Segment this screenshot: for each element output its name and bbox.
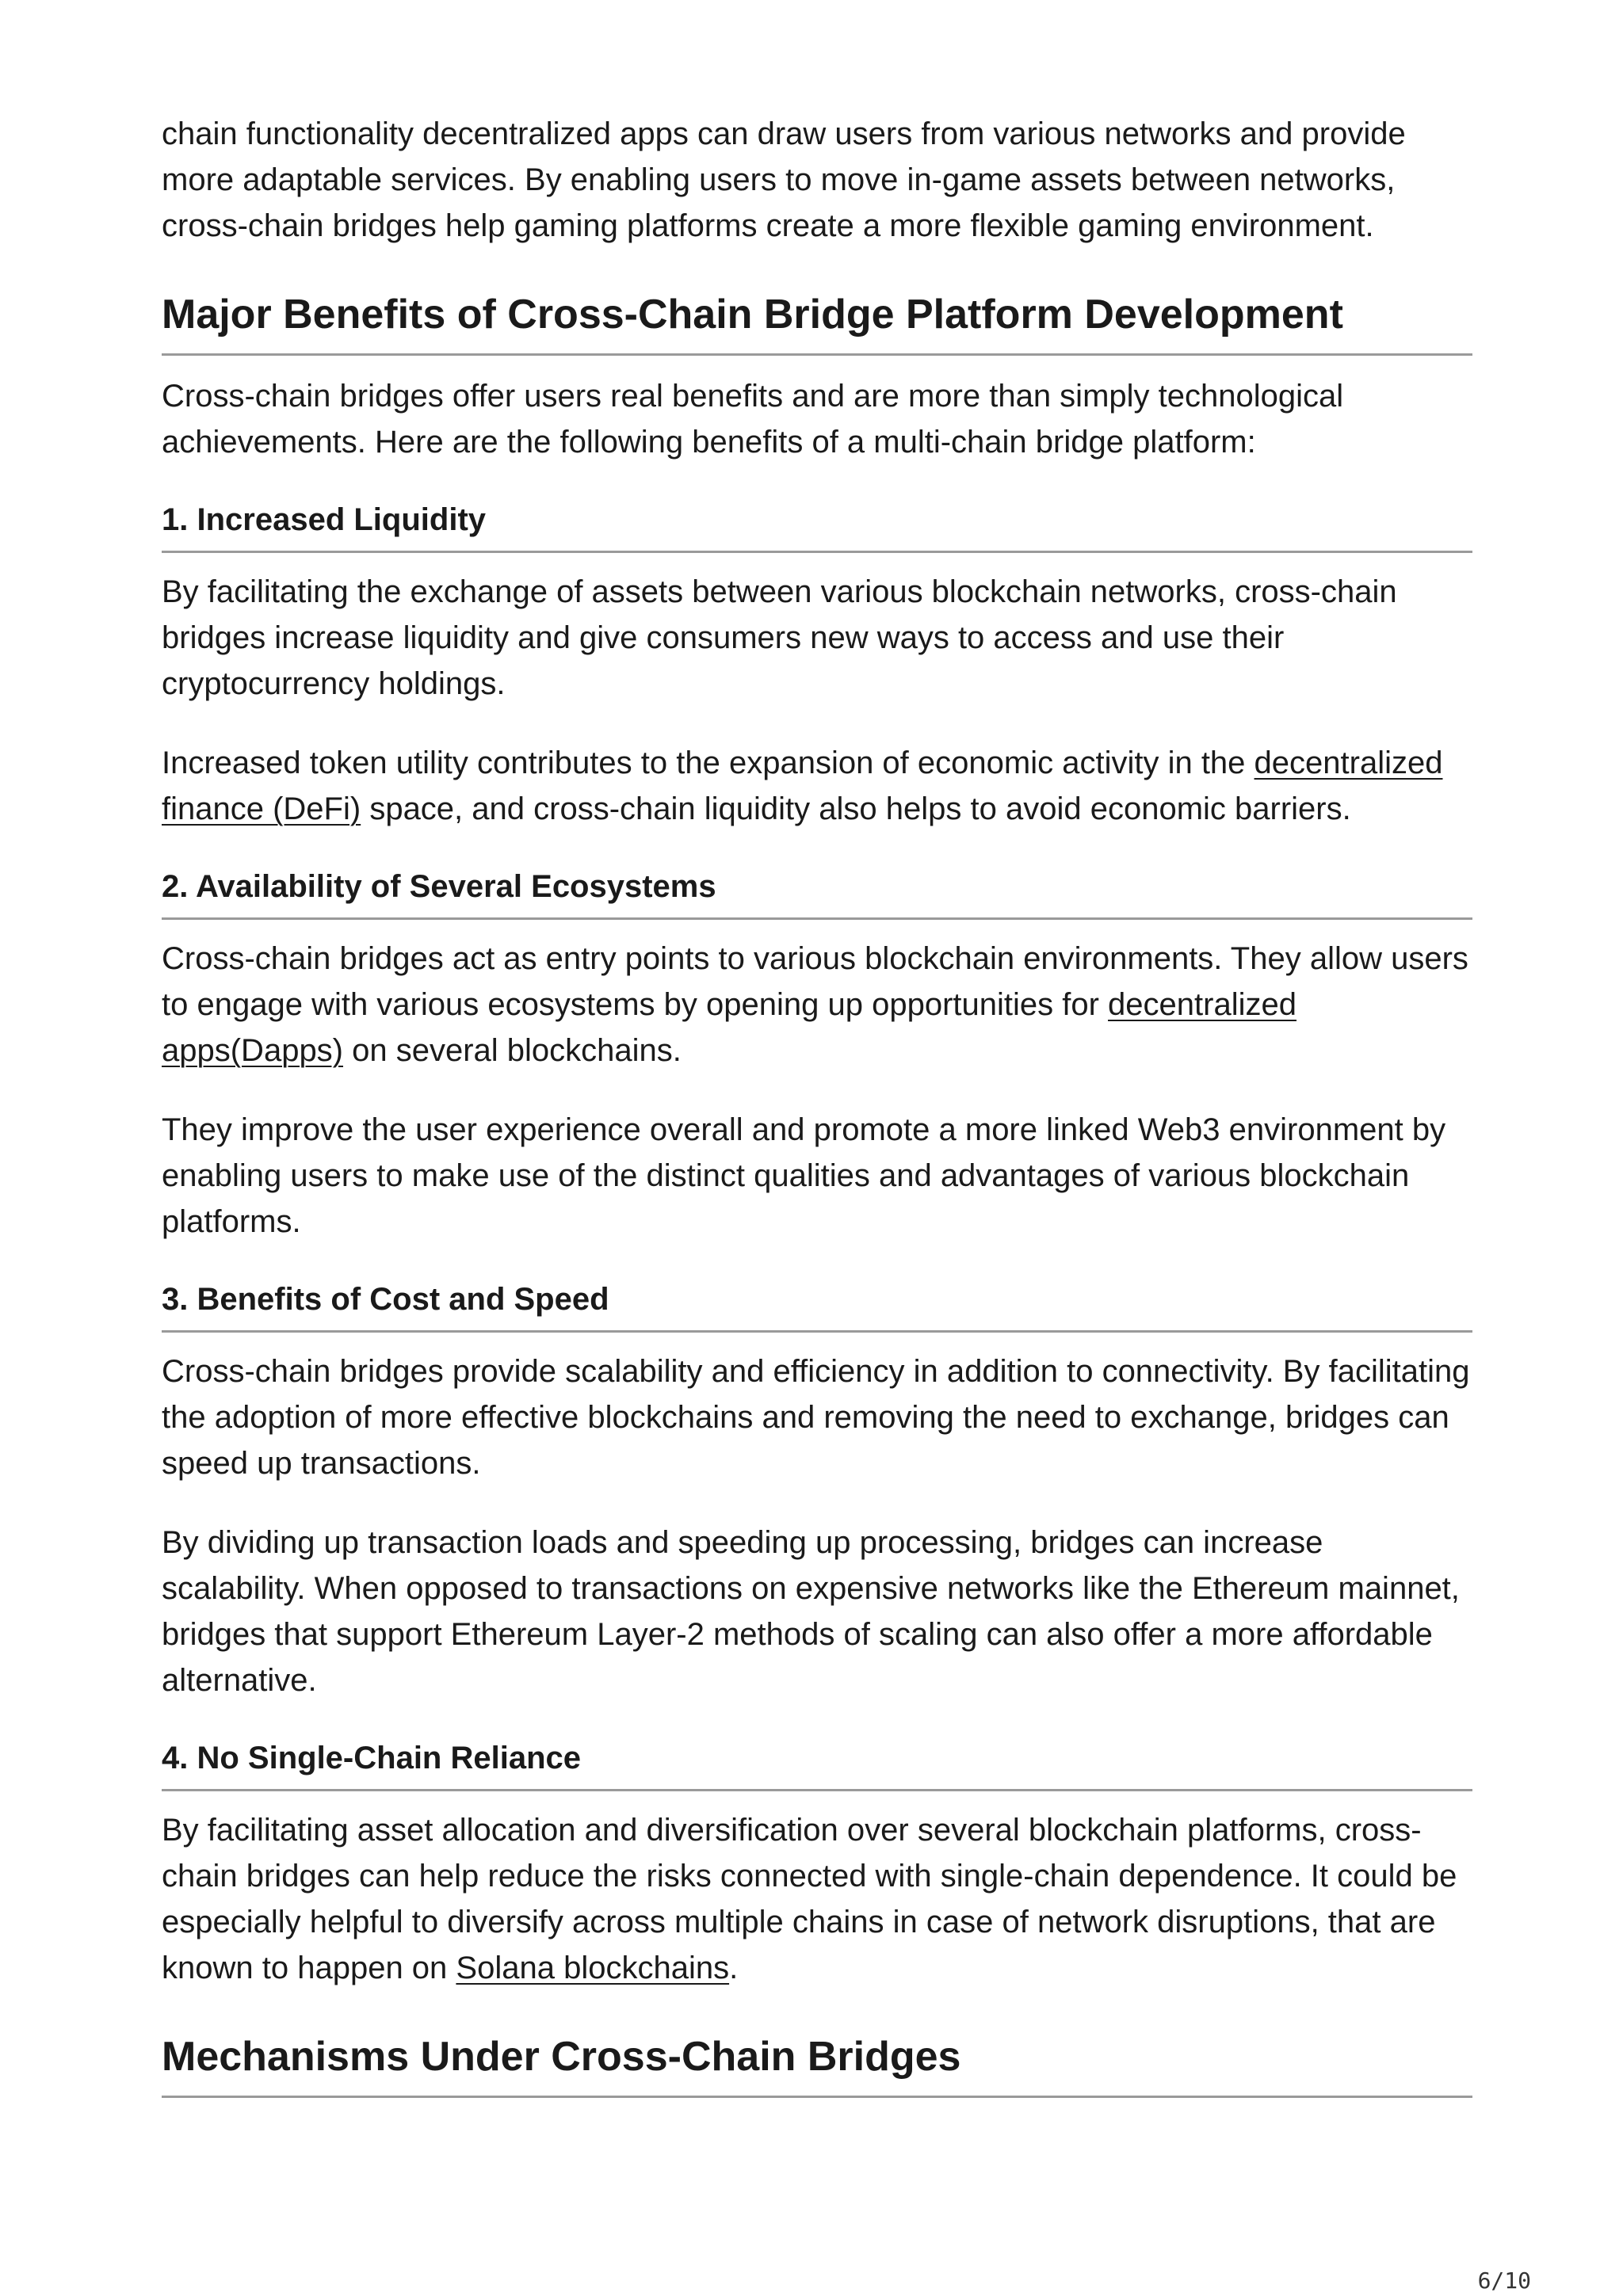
benefit-heading-ecosystems: 2. Availability of Several Ecosystems (162, 865, 1472, 920)
ecosystems-paragraph-1: Cross-chain bridges act as entry points to various blockchain environments. They allow users to engage with various ecosystems by opening up opportunities for decentralized apps(Dapps) on several blockchains. (162, 941, 1468, 1068)
benefit-heading-single-chain: 4. No Single-Chain Reliance (162, 1737, 1472, 1791)
cost-speed-paragraph-2: By dividing up transaction loads and speeding up processing, bridges can increase scalability. When opposed to transactions on expensive networks like the Ethereum mainnet, bridges that support Ethereum Layer-2 methods of scaling can also offer a more affordable alternative. (162, 1525, 1460, 1698)
benefits-intro-paragraph: Cross-chain bridges offer users real benefits and are more than simply technological achievements. Here are the following benefits of a multi-chain bridge platform: (162, 379, 1344, 460)
liquidity-paragraph-1: By facilitating the exchange of assets between various blockchain networks, cross-chain bridges increase liquidity and give consumers new ways to access and use their cryptocurrency holdings. (162, 574, 1397, 701)
solana-link[interactable]: Solana blockchains (456, 1951, 730, 1985)
page-number: 6/10 (1477, 2267, 1531, 2294)
single-chain-paragraph: By facilitating asset allocation and diversification over several blockchain platforms, cross-chain bridges can help reduce the risks connected with single-chain dependence. It could be especially helpful to diversify across multiple chains in case of network disruptions, that are known to happen on Solana blockchains. (162, 1813, 1457, 1985)
defi-link[interactable]: decentralized finance (DeFi) (162, 746, 1443, 826)
benefit-heading-cost-speed: 3. Benefits of Cost and Speed (162, 1278, 1472, 1333)
intro-paragraph: chain functionality decentralized apps can draw users from various networks and provide more adaptable services. By enabling users to move in-game assets between networks, cross-chain bridges help gaming platforms create a more flexible gaming environment. (162, 116, 1406, 243)
ecosystems-paragraph-2: They improve the user experience overall and promote a more linked Web3 environment by enabling users to make use of the distinct qualities and advantages of various blockchain platforms. (162, 1112, 1446, 1239)
dapps-link[interactable]: decentralized apps(Dapps) (162, 987, 1296, 1068)
mechanisms-section-heading: Mechanisms Under Cross-Chain Bridges (162, 2031, 1472, 2098)
benefit-heading-liquidity: 1. Increased Liquidity (162, 498, 1472, 553)
benefits-section-heading: Major Benefits of Cross-Chain Bridge Platform Development (162, 288, 1472, 356)
document-page (162, 111, 1472, 2098)
liquidity-paragraph-2: Increased token utility contributes to the expansion of economic activity in the decentralized finance (DeFi) space, and cross-chain liquidity also helps to avoid economic barriers. (162, 746, 1443, 826)
cost-speed-paragraph-1: Cross-chain bridges provide scalability and efficiency in addition to connectivity. By facilitating the adoption of more effective blockchains and removing the need to exchange, bridges can speed up transactions. (162, 1354, 1470, 1481)
